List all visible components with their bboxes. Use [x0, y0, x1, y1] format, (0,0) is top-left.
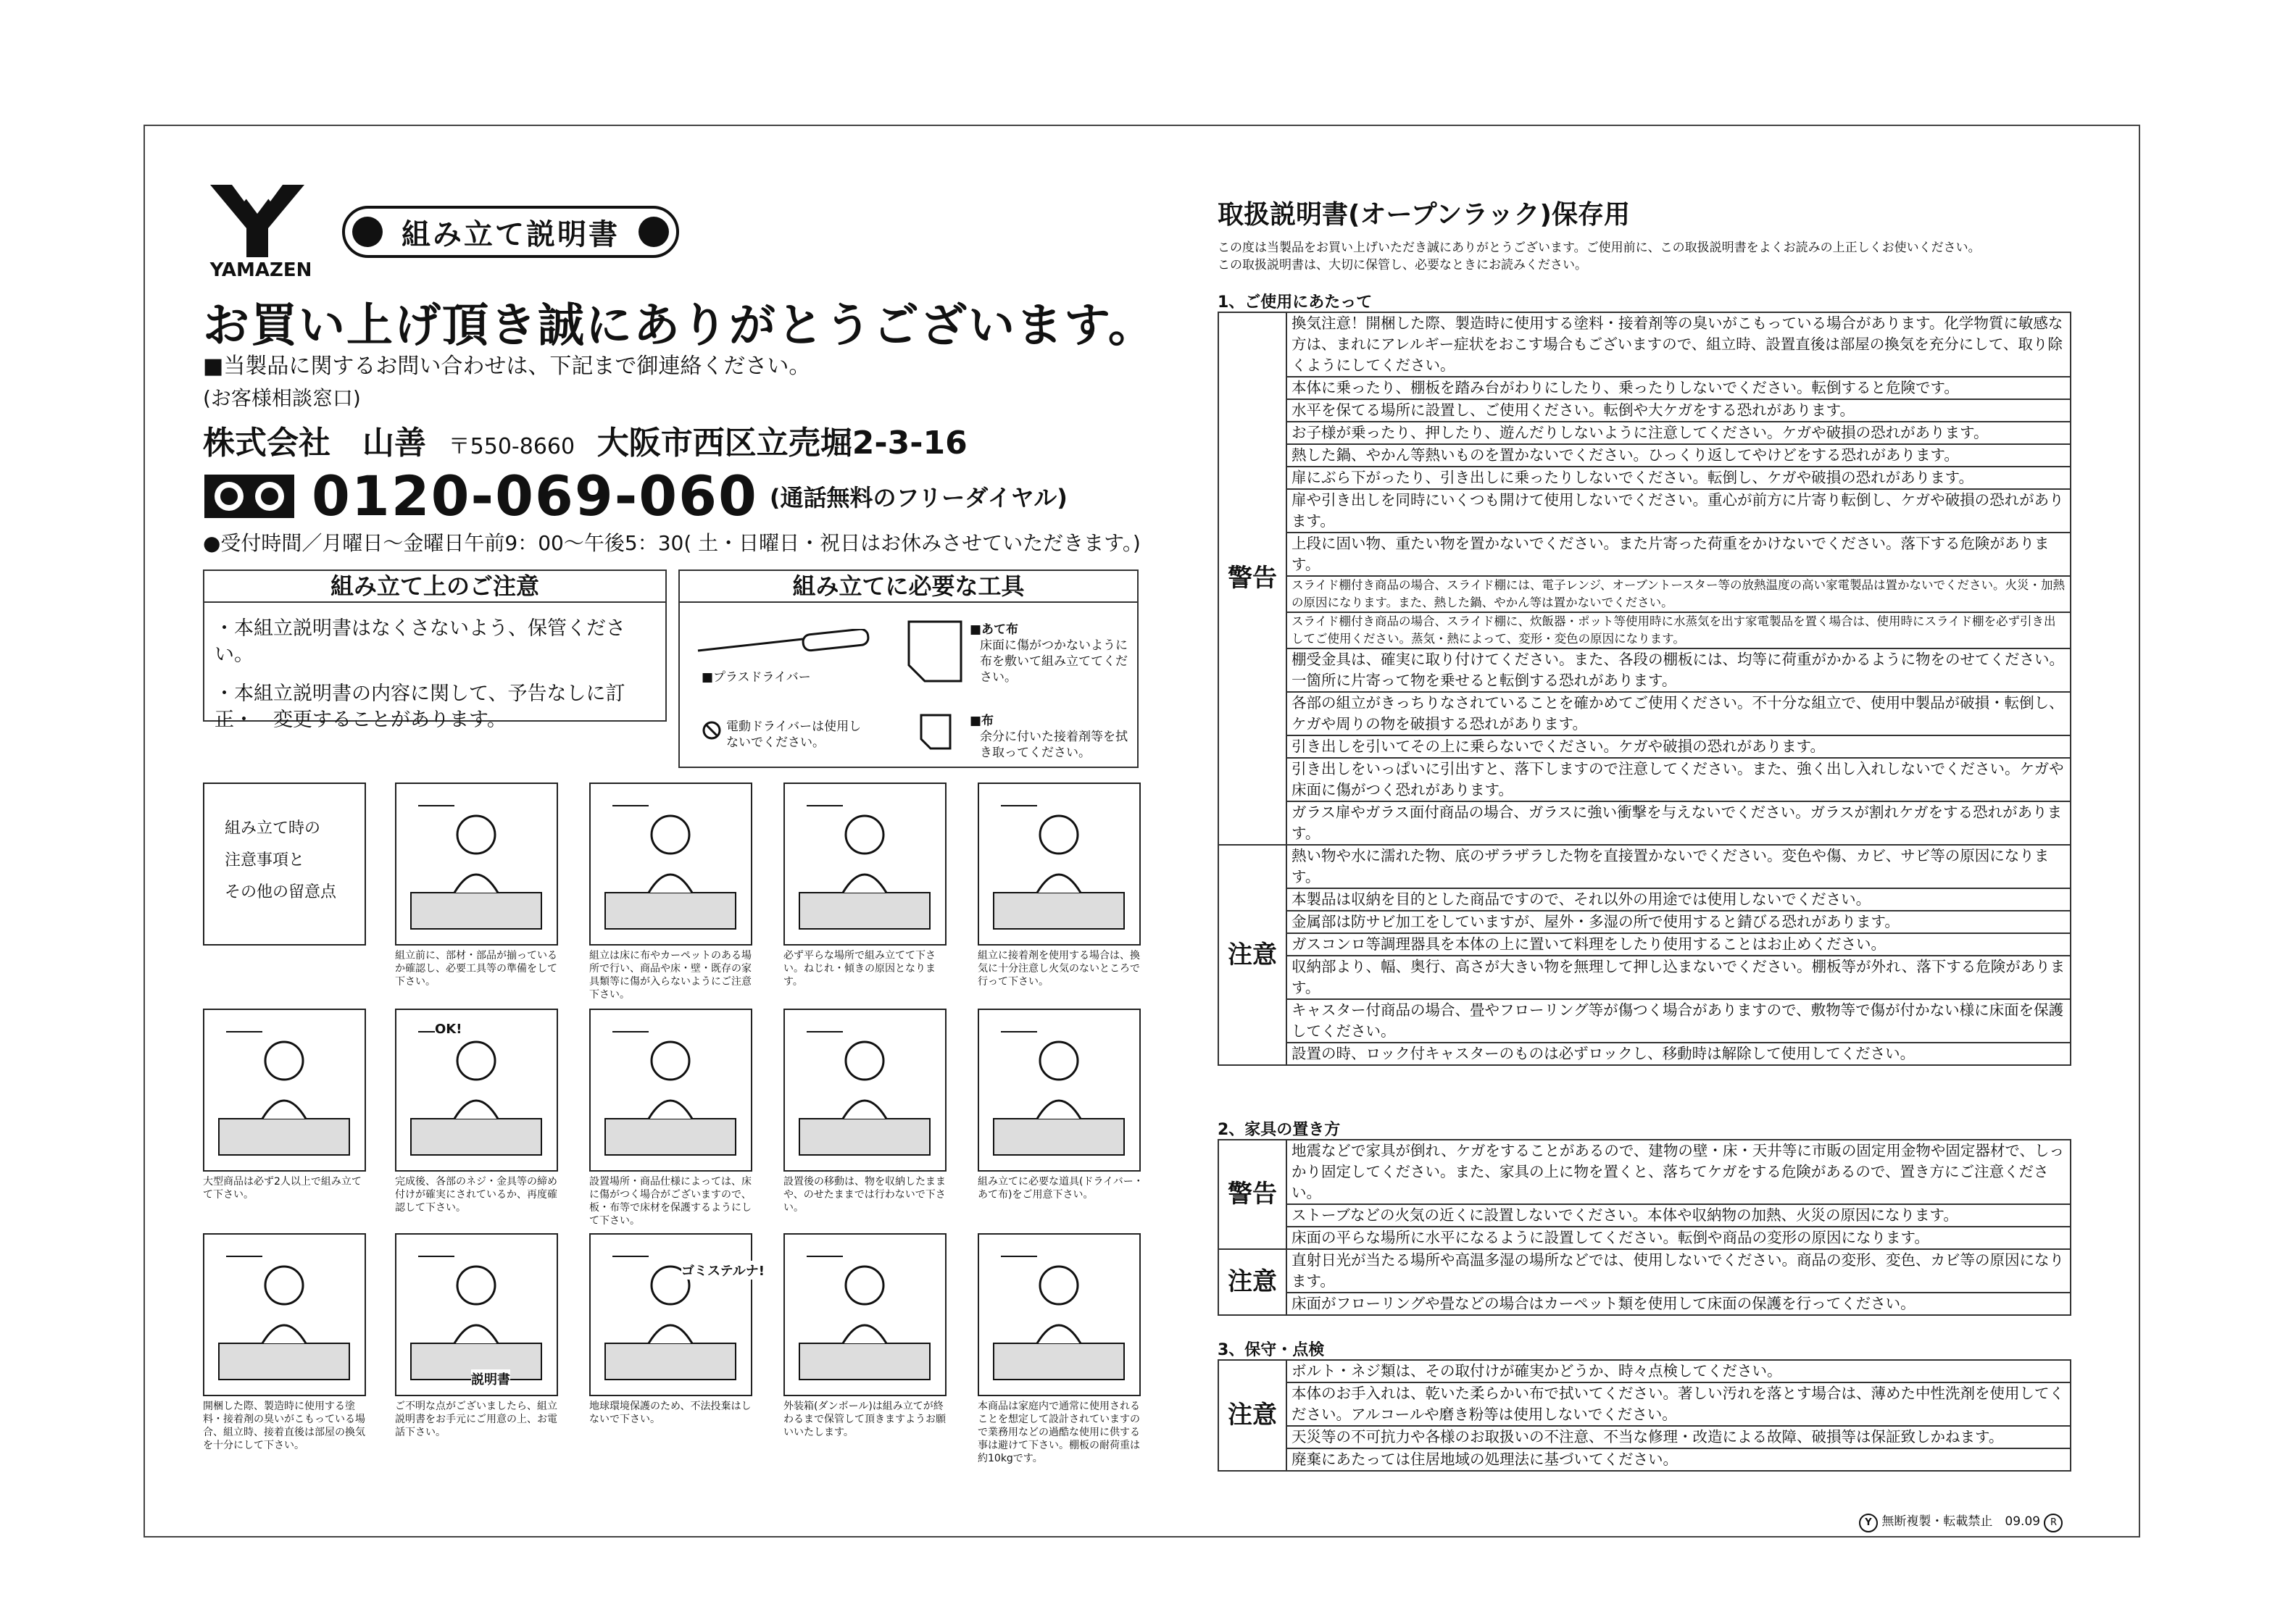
illustration-caption: 本商品は家庭内で通常に使用されることを想定して設計されていますので業務用などの過酷な使用に供する事は避けて下さい。棚板の耐荷重は約10kgです。 [978, 1401, 1140, 1464]
illustration-icon [591, 784, 751, 944]
illustration-caption: 完成後、各部のネジ・金具等の締め付けが確実にされているか、再度確認して下さい。 [395, 1176, 557, 1214]
illustration-caption: 組み立てに必要な道具(ドライバー・あて布)をご用意下さい。 [978, 1176, 1144, 1201]
table-row [1218, 612, 2071, 648]
inquiry-text: ■当製品に関するお問い合わせは、下記まで御連絡ください。 [203, 354, 811, 379]
illustration-panel [395, 783, 558, 946]
table-row [1218, 399, 2071, 422]
illustration-icon [396, 1010, 557, 1170]
table-row [1218, 1382, 2071, 1426]
table-row [1218, 845, 2071, 888]
table-row-text: スライド棚付き商品の場合、スライド棚に、炊飯器・ポット等使用時に水蒸気を出す家電製品を置く場合は、使用時にスライド棚を必ず引き出してご使用ください。蒸気・熱によって、変形・変色の原因になります。 [1286, 612, 2071, 648]
side-label-line: 注意事項と [225, 851, 305, 869]
caution-label: 注意 [1218, 845, 1286, 1065]
warning-label: 警告 [1218, 1140, 1286, 1249]
table-row [1218, 735, 2071, 758]
cloth-desc: 床面に傷がつかないように布を敷いて組み立ててください。 [980, 638, 1128, 685]
table-row [1218, 758, 2071, 801]
caution-item: ・本組立説明書はなくさないよう、保管ください。 [215, 617, 625, 666]
illustration-panel [978, 1009, 1141, 1172]
illustration-panel [978, 783, 1141, 946]
table-row [1218, 1140, 2071, 1204]
illustration-icon [204, 1010, 365, 1170]
thanks-heading: お買い上げ頂き誠にありがとうございます。 [203, 299, 1156, 353]
illustration-panel [589, 1233, 752, 1396]
dot-icon [639, 217, 669, 247]
table-row [1218, 801, 2071, 845]
table-row [1218, 956, 2071, 999]
illustration-icon [785, 784, 945, 944]
rag-desc: 余分に付いた接着剤等を拭き取ってください。 [980, 730, 1128, 760]
table-row-text: スライド棚付き商品の場合、スライド棚には、電子レンジ、オーブントースター等の放熱温度の高い家電製品は置かないでください。火災・加熱の原因になります。また、熱した鍋、やかん等は置かないでください。 [1286, 576, 2071, 612]
illustration-caption: 設置後の移動は、物を収納したままや、のせたままでは行わないで下さい。 [783, 1176, 946, 1214]
table-row-text: 扉や引き出しを同時にいくつも開けて使用しないでください。重心が前方に片寄り転倒し、ケガや破損の恐れがあります。 [1286, 489, 2071, 533]
rag-icon [919, 713, 952, 751]
table-row [1218, 312, 2071, 377]
table-row [1218, 1249, 2071, 1293]
dot-icon [352, 217, 383, 247]
table-row-text: ガラス扉やガラス面付商品の場合、ガラスに強い衝撃を与えないでください。ガラスが割れケガをする恐れがあります。 [1286, 801, 2071, 845]
yamazen-logo-icon [203, 181, 312, 261]
table-row-text: ボルト・ネジ類は、その取付けが確実かどうか、時々点検してください。 [1286, 1360, 2071, 1382]
footer [1859, 1511, 2063, 1532]
yamazen-mark-icon: Y [1859, 1514, 1878, 1532]
section-2-table [1218, 1139, 2071, 1316]
table-row [1218, 377, 2071, 399]
table-row [1218, 444, 2071, 467]
table-row-text: 直射日光が当たる場所や高温多湿の場所などでは、使用しないでください。商品の変形、変色、カビ等の原因になります。 [1286, 1249, 2071, 1293]
illustration-icon [785, 1010, 945, 1170]
screwdriver-label: ■プラスドライバー [702, 670, 811, 685]
table-row [1218, 648, 2071, 692]
hours-text: ●受付時間／月曜日～金曜日午前9：00～午後5：30( 土・日曜日・祝日はお休みさせていただきます。) [203, 531, 1141, 555]
section-1-heading: 1、ご使用にあたって [1218, 293, 1373, 312]
table-row-text: ガスコンロ等調理器具を本体の上に置いて料理をしたり使用することはお止めください。 [1286, 933, 2071, 956]
recycle-mark-icon: R [2044, 1514, 2063, 1532]
table-row-text: キャスター付商品の場合、畳やフローリング等が傷つく場合がありますので、敷物等で傷が付かない様に床面を保護してください。 [1286, 999, 2071, 1043]
table-row-text: 天災等の不可抗力や各様のお取扱いの不注意、不当な修理・改造による故障、破損等は保証致しかねます。 [1286, 1426, 2071, 1448]
caution-item: ・本組立説明書の内容に関して、予告なしに訂正・ 変更することがあります。 [215, 683, 625, 731]
intro-line: この取扱説明書は、大切に保管し、必要なときにお読みください。 [1218, 258, 1587, 272]
illustration-caption: 設置場所・商品仕様によっては、床に傷がつく場合がございますので、板・布等で床材を保護するようにして下さい。 [589, 1176, 752, 1227]
illustration-icon [591, 1235, 751, 1395]
table-row-text: 床面の平らな場所に水平になるように設置してください。転倒や商品の変形の原因になります。 [1286, 1227, 2071, 1249]
illustration-panel [589, 1009, 752, 1172]
illustration-icon [396, 784, 557, 944]
illustration-caption: 外装箱(ダンボール)は組み立てが終わるまで保管して頂きますようお願いいたします。 [783, 1401, 946, 1438]
table-row-text: 扉にぶら下がったり、引き出しに乗ったりしないでください。転倒し、ケガや破損の恐れがあります。 [1286, 467, 2071, 489]
table-row-text: 廃棄にあたっては住居地域の処理法に基づいてください。 [1286, 1448, 2071, 1471]
intro-line: この度は当製品をお買い上げいただき誠にありがとうございます。ご使用前に、この取扱説明書をよくお読みの上正しくお使いください。 [1218, 241, 1981, 255]
table-row-text: 本体に乗ったり、棚板を踏み台がわりにしたり、乗ったりしないでください。転倒すると危険です。 [1286, 377, 2071, 399]
company-line [203, 417, 968, 463]
table-row [1218, 1204, 2071, 1227]
manual-title-badge [342, 206, 679, 258]
illustration-icon [785, 1235, 945, 1395]
table-row-text: 引き出しを引いてその上に乗らないでください。ケガや破損の恐れがあります。 [1286, 735, 2071, 758]
illustration-panel [783, 1009, 947, 1172]
phone-line [203, 464, 1068, 528]
brand-name: YAMAZEN [209, 259, 312, 281]
section-3-table [1218, 1359, 2071, 1472]
tools-box-title: 組み立てに必要な工具 [680, 571, 1137, 603]
illustration-caption: 地球環境保護のため、不法投棄はしないで下さい。 [589, 1401, 752, 1425]
side-label-line: その他の留意点 [225, 883, 337, 901]
table-row [1218, 1043, 2071, 1065]
company-address: 大阪市西区立売堀2-3-16 [596, 425, 968, 462]
illustration-caption: 組立に接着剤を使用する場合は、換気に十分注意し火気のないところで行って下さい。 [978, 950, 1140, 988]
illustration-icon [204, 1235, 365, 1395]
table-row [1218, 1293, 2071, 1315]
intro-text [1218, 239, 2087, 274]
table-row [1218, 422, 2071, 444]
table-row [1218, 1426, 2071, 1448]
table-row-text: 上段に固い物、重たい物を置かないでください。また片寄った荷重をかけないでください。落下する危険があります。 [1286, 533, 2071, 576]
table-row [1218, 489, 2071, 533]
illustration-panel [783, 1233, 947, 1396]
table-row [1218, 888, 2071, 911]
table-row [1218, 692, 2071, 735]
table-row [1218, 533, 2071, 576]
phone-number: 0120-069-060 [312, 464, 758, 528]
illustration-caption: 必ず平らな場所で組み立てて下さい。ねじれ・傾きの原因となります。 [783, 950, 936, 988]
prohibited-icon [702, 720, 722, 740]
rag-title: ■布 [970, 714, 994, 728]
warning-label: 警告 [1218, 312, 1286, 845]
table-row [1218, 467, 2071, 489]
screwdriver-icon [694, 629, 875, 658]
illustration-panel [783, 783, 947, 946]
table-row-text: 棚受金具は、確実に取り付けてください。また、各段の棚板には、均等に荷重がかかるように物をのせてください。一箇所に片寄って物を乗せると転倒する恐れがあります。 [1286, 648, 2071, 692]
caution-label: 注意 [1218, 1360, 1286, 1471]
section-3-heading: 3、保守・点検 [1218, 1341, 1325, 1359]
assembly-caution-box [203, 569, 667, 731]
table-row-text: 設置の時、ロック付キャスターのものは必ずロックし、移動時は解除して使用してください。 [1286, 1043, 2071, 1065]
table-row [1218, 1360, 2071, 1382]
table-row-text: 金属部は防サビ加工をしていますが、屋外・多湿の所で使用すると錆びる恐れがあります。 [1286, 911, 2071, 933]
free-dial-icon [203, 473, 296, 520]
table-row [1218, 576, 2071, 612]
table-row-text: 各部の組立がきっちりなされていることを確かめてご使用ください。不十分な組立で、使用中製品が破損・転倒し、ケガや周りの物を破損する恐れがあります。 [1286, 692, 2071, 735]
tools-box [678, 569, 1139, 768]
table-row-text: 収納部より、幅、奥行、高さが大きい物を無理して押し込まないでください。棚板等が外れ、落下する危険があります。 [1286, 956, 2071, 999]
electric-driver-note: 電動ドライバーは使用しないでください。 [726, 719, 862, 750]
illustration-caption: 大型商品は必ず2人以上で組み立てて下さい。 [203, 1176, 362, 1201]
phone-note: (通話無料のフリーダイヤル) [769, 483, 1068, 512]
illustration-icon [979, 1235, 1139, 1395]
table-row-text: 換気注意！開梱した際、製造時に使用する塗料・接着剤等の臭いがこもっている場合があります。化学物質に敏感な方は、まれにアレルギー症状をおこす場合もございますので、組立時、設置直後は部屋の換気を充分にして、取り除くようにしてください。 [1286, 312, 2071, 377]
illustration-caption: 組立は床に布やカーペットのある場所で行い、商品や床・壁・既存の家具類等に傷が入らないようにご注意下さい。 [589, 950, 752, 1001]
table-row-text: ストーブなどの火気の近くに設置しないでください。本体や収納物の加熱、火災の原因になります。 [1286, 1204, 2071, 1227]
cloth-title: ■あて布 [970, 622, 1019, 637]
illustration-label: OK! [435, 1022, 462, 1037]
illustration-panel [203, 1233, 366, 1396]
illustration-label: 説明書 [471, 1369, 510, 1388]
table-row-text: 熱い物や水に濡れた物、底のザラザラした物を直接置かないでください。変色や傷、カビ、サビ等の原因になります。 [1286, 845, 2071, 888]
table-row-text: 本製品は収納を目的とした商品ですので、それ以外の用途では使用しないでください。 [1286, 888, 2071, 911]
table-row [1218, 1448, 2071, 1471]
illustration-panel [203, 1009, 366, 1172]
company-name: 株式会社 山善 [203, 425, 426, 462]
table-row-text: 地震などで家具が倒れ、ケガをすることがあるので、建物の壁・床・天井等に市販の固定用金物や固定器材で、しっかり固定してください。また、家具の上に物を置くと、落ちてケガをする危険があるので、置き方にご注意ください。 [1286, 1140, 2071, 1204]
cloth-icon [906, 619, 964, 684]
table-row [1218, 933, 2071, 956]
illustration-panel [589, 783, 752, 946]
table-row-text: 水平を保てる場所に設置し、ご使用ください。転倒や大ケガをする恐れがあります。 [1286, 399, 2071, 422]
company-zip: 〒550-8660 [448, 434, 575, 459]
side-label-line: 組み立て時の [225, 819, 321, 838]
table-row-text: お子様が乗ったり、押したり、遊んだりしないように注意してください。ケガや破損の恐れがあります。 [1286, 422, 2071, 444]
table-row [1218, 1227, 2071, 1249]
table-row-text: 床面がフローリングや畳などの場合はカーペット類を使用して床面の保護を行ってください。 [1286, 1293, 2071, 1315]
illustration-label: ゴミステルナ! [681, 1261, 765, 1280]
table-row-text: 本体のお手入れは、乾いた柔らかい布で拭いてください。著しい汚れを落とす場合は、薄めた中性洗剤を使用してください。アルコールや磨き粉等は使用しないでください。 [1286, 1382, 2071, 1426]
illustration-caption: ご不明な点がございましたら、組立説明書をお手元にご用意の上、お電話下さい。 [395, 1401, 557, 1438]
illustration-icon [979, 1010, 1139, 1170]
right-title: 取扱説明書(オープンラック)保存用 [1218, 200, 1630, 230]
table-row [1218, 911, 2071, 933]
side-label-box [203, 783, 366, 946]
section-2-heading: 2、家具の置き方 [1218, 1121, 1341, 1139]
table-row [1218, 999, 2071, 1043]
illustration-caption: 開梱した際、製造時に使用する塗料・接着剤の臭いがこもっている場合、組立時、接着直後は部屋の換気を十分にして下さい。 [203, 1401, 365, 1451]
footer-text: 無断複製・転載禁止 09.09 [1881, 1514, 2041, 1529]
illustration-caption: 組立前に、部材・部品が揃っているか確認し、必要工具等の準備をして下さい。 [395, 950, 557, 988]
table-row-text: 引き出しをいっぱいに引出すと、落下しますので注意してください。また、強く出し入れしないでください。ケガや床面に傷がつく恐れがあります。 [1286, 758, 2071, 801]
illustration-icon [591, 1010, 751, 1170]
caution-box-title: 組み立て上のご注意 [204, 571, 665, 603]
contact-window: (お客様相談窓口) [203, 386, 361, 410]
illustration-panel [978, 1233, 1141, 1396]
table-row-text: 熱した鍋、やかん等熱いものを置かないでください。ひっくり返してやけどをする恐れがあります。 [1286, 444, 2071, 467]
manual-title: 組み立て説明書 [402, 217, 620, 251]
section-1-table [1218, 312, 2071, 1066]
illustration-icon [979, 784, 1139, 944]
illustration-panel [395, 1009, 558, 1172]
caution-label: 注意 [1218, 1249, 1286, 1315]
